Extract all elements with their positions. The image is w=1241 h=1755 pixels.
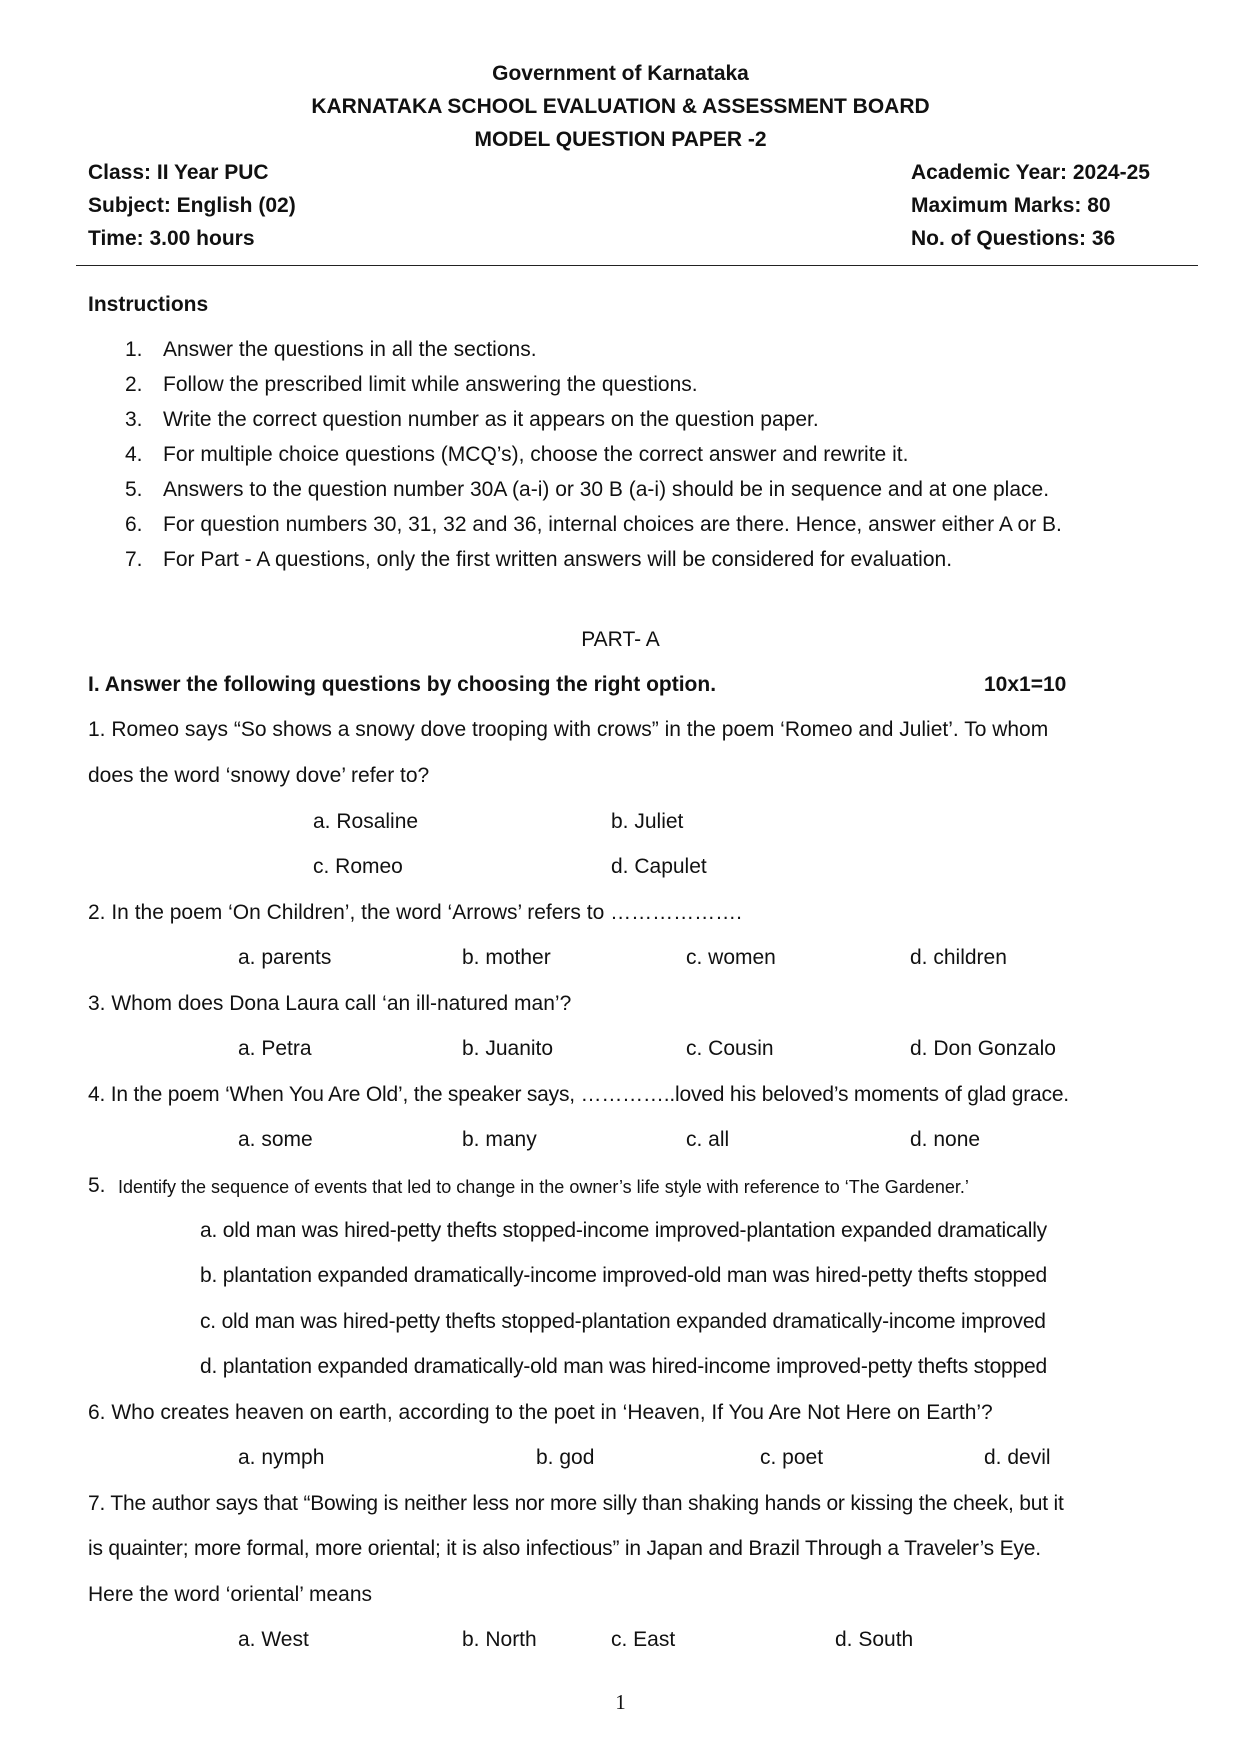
instruction-text: Answer the questions in all the sections. — [163, 338, 537, 361]
q4-option-b: b. many — [462, 1128, 537, 1151]
q6-option-d: d. devil — [984, 1446, 1051, 1469]
question-6: 6. Who creates heaven on earth, according to the poet in ‘Heaven, If You Are Not Here on Earth’? — [88, 1401, 993, 1424]
instruction-text: Follow the prescribed limit while answering the questions. — [163, 373, 698, 396]
instruction-text: For multiple choice questions (MCQ’s), choose the correct answer and rewrite it. — [163, 443, 909, 466]
q6-option-a: a. nymph — [238, 1446, 325, 1469]
q5-option-c: c. old man was hired-petty thefts stopped-plantation expanded dramatically-income improved — [200, 1310, 1046, 1333]
q3-option-d: d. Don Gonzalo — [910, 1037, 1056, 1060]
q2-option-d: d. children — [910, 946, 1007, 969]
instruction-number: 2. — [125, 373, 143, 396]
q4-option-d: d. none — [910, 1128, 981, 1151]
instruction-number: 7. — [125, 548, 143, 571]
meta-time: Time: 3.00 hours — [88, 227, 255, 250]
instruction-number: 5. — [125, 478, 143, 501]
header-government: Government of Karnataka — [492, 62, 749, 85]
question-7-line2: is quainter; more formal, more oriental; it is also infectious” in Japan and Brazil Through a Traveler’s Eye. — [88, 1537, 1041, 1560]
question-3: 3. Whom does Dona Laura call ‘an ill-natured man’? — [88, 992, 572, 1015]
instruction-number: 1. — [125, 338, 143, 361]
instruction-text: Write the correct question number as it appears on the question paper. — [163, 408, 819, 431]
q6-option-c: c. poet — [760, 1446, 824, 1469]
question-7-line3: Here the word ‘oriental’ means — [88, 1583, 373, 1606]
q4-option-c: c. all — [686, 1128, 730, 1151]
instruction-number: 6. — [125, 513, 143, 536]
question-5-text: Identify the sequence of events that led to change in the owner’s life style with reference to ‘The Gardener.’ — [118, 1177, 969, 1197]
meta-academic-year: Academic Year: 2024-25 — [911, 161, 1150, 184]
q3-option-c: c. Cousin — [686, 1037, 774, 1060]
instruction-text: For Part - A questions, only the first written answers will be considered for evaluation. — [163, 548, 953, 571]
question-1-line2: does the word ‘snowy dove’ refer to? — [88, 764, 430, 787]
q2-option-a: a. parents — [238, 946, 332, 969]
q7-option-b: b. North — [462, 1628, 537, 1651]
q7-option-a: a. West — [238, 1628, 309, 1651]
meta-num-questions: No. of Questions: 36 — [911, 227, 1116, 250]
q7-option-d: d. South — [835, 1628, 914, 1651]
q6-option-b: b. god — [536, 1446, 595, 1469]
instruction-text: Answers to the question number 30A (a-i) or 30 B (a-i) should be in sequence and at one place. — [163, 478, 1050, 501]
instruction-number: 3. — [125, 408, 143, 431]
q3-option-a: a. Petra — [238, 1037, 312, 1060]
section-marks: 10x1=10 — [984, 673, 1067, 696]
part-a-title: PART- A — [581, 628, 660, 651]
q2-option-c: c. women — [686, 946, 776, 969]
meta-subject: Subject: English (02) — [88, 194, 296, 217]
question-7-line1: 7. The author says that “Bowing is neither less nor more silly than shaking hands or kissing the cheek, but it — [88, 1492, 1064, 1515]
question-1-line1: 1. Romeo says “So shows a snowy dove trooping with crows” in the poem ‘Romeo and Juliet’. To whom — [88, 718, 1049, 741]
q1-option-d: d. Capulet — [611, 855, 707, 878]
question-5-number: 5. — [88, 1174, 106, 1197]
header-paper-title: MODEL QUESTION PAPER -2 — [474, 128, 767, 151]
page-number: 1 — [615, 1690, 626, 1714]
q1-option-b: b. Juliet — [611, 810, 684, 833]
meta-class: Class: II Year PUC — [88, 161, 269, 184]
instructions-title: Instructions — [88, 293, 209, 316]
q1-option-c: c. Romeo — [313, 855, 403, 878]
q4-option-a: a. some — [238, 1128, 313, 1151]
q1-option-a: a. Rosaline — [313, 810, 419, 833]
q3-option-b: b. Juanito — [462, 1037, 554, 1060]
section-heading: I. Answer the following questions by choosing the right option. — [88, 673, 717, 696]
q2-option-b: b. mother — [462, 946, 551, 969]
instruction-number: 4. — [125, 443, 143, 466]
question-2: 2. In the poem ‘On Children’, the word ‘Arrows’ refers to ………………. — [88, 901, 742, 924]
q7-option-c: c. East — [611, 1628, 676, 1651]
header-board: KARNATAKA SCHOOL EVALUATION & ASSESSMENT BOARD — [311, 95, 930, 118]
q5-option-a: a. old man was hired-petty thefts stopped-income improved-plantation expanded dramatically — [200, 1219, 1047, 1242]
meta-max-marks: Maximum Marks: 80 — [911, 194, 1111, 217]
q5-option-d: d. plantation expanded dramatically-old man was hired-income improved-petty thefts stopped — [200, 1355, 1047, 1378]
header-divider — [76, 265, 1198, 266]
q5-option-b: b. plantation expanded dramatically-income improved-old man was hired-petty thefts stopped — [200, 1264, 1047, 1287]
question-4: 4. In the poem ‘When You Are Old’, the speaker says, …………..loved his beloved’s moments of glad grace. — [88, 1083, 1069, 1106]
instruction-text: For question numbers 30, 31, 32 and 36, internal choices are there. Hence, answer either A or B. — [163, 513, 1062, 536]
